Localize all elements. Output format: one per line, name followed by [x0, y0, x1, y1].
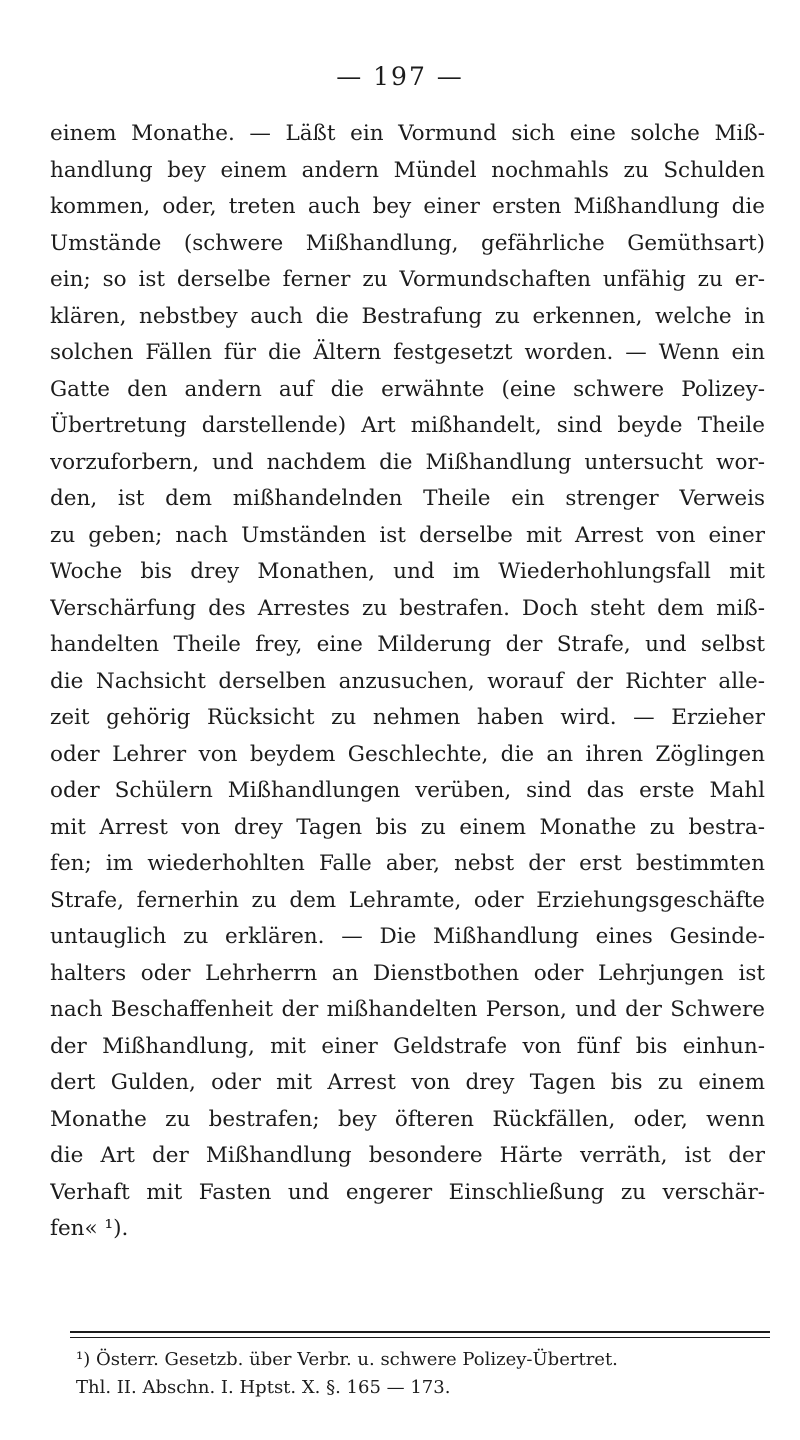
text-line: solchen Fällen für die Ältern festgesetzt worden. — Wenn ein	[50, 340, 765, 365]
text-line: Übertretung darstellende) Art mißhandelt, sind beyde Theile	[50, 413, 765, 438]
text-line: handlung bey einem andern Mündel nochmahls zu Schulden	[50, 157, 765, 183]
text-line: oder Schülern Mißhandlungen verüben, sind das erste Mahl	[50, 778, 765, 803]
text-line: zu geben; nach Umständen ist derselbe mit Arrest von einer	[50, 522, 765, 548]
text-line: klären, nebstbey auch die Bestrafung zu erkennen, welche in	[50, 303, 765, 329]
text-line: Gatte den andern auf die erwähnte (eine schwere Polizey-	[50, 376, 765, 402]
text-line: den, ist dem mißhandelnden Theile ein strenger Verweis	[50, 486, 765, 511]
text-line: zeit gehörig Rücksicht zu nehmen haben wird. — Erzieher	[50, 705, 765, 730]
footnote-line: ¹) Österr. Gesetzb. über Verbr. u. schwere Polizey-Übertret.	[76, 1349, 618, 1370]
text-line: die Art der Mißhandlung besondere Härte verräth, ist der	[50, 1143, 765, 1168]
text-line: Umstände (schwere Mißhandlung, gefährliche Gemüthsart)	[50, 230, 765, 256]
text-line: mit Arrest von drey Tagen bis zu einem Monathe zu bestra-	[50, 814, 765, 840]
text-line: vorzuforbern, und nachdem die Mißhandlung untersucht wor-	[50, 449, 765, 475]
text-line: halters oder Lehrherrn an Dienstbothen oder Lehrjungen ist	[50, 960, 765, 986]
footnote-line: Thl. II. Abschn. I. Hptst. X. §. 165 — 173.	[76, 1377, 451, 1398]
text-line: dert Gulden, oder mit Arrest von drey Tagen bis zu einem	[50, 1070, 765, 1095]
text-line: Verschärfung des Arrestes zu bestrafen. Doch steht dem miß-	[50, 595, 765, 621]
text-line: oder Lehrer von beydem Geschlechte, die an ihren Zöglingen	[50, 741, 765, 767]
text-line: fen« ¹).	[50, 1216, 129, 1241]
text-line: handelten Theile frey, eine Milderung der Strafe, und selbst	[50, 632, 765, 657]
footnote	[76, 1346, 776, 1402]
text-line: Woche bis drey Monathen, und im Wiederhohlungsfall mit	[50, 559, 765, 584]
text-line: einem Monathe. — Läßt ein Vormund sich eine solche Miß-	[50, 121, 765, 146]
text-line: kommen, oder, treten auch bey einer ersten Mißhandlung die	[50, 194, 765, 219]
footnote-divider-thin	[70, 1337, 770, 1338]
text-line: Monathe zu bestrafen; bey öfteren Rückfällen, oder, wenn	[50, 1106, 765, 1132]
text-line: Strafe, fernerhin zu dem Lehramte, oder Erziehungsgeschäfte	[50, 887, 765, 913]
text-line: ein; so ist derselbe ferner zu Vormundschaften unfähig zu er-	[50, 267, 765, 292]
page-number: — 197 —	[336, 62, 464, 91]
footnote-divider	[70, 1331, 770, 1333]
text-line: nach Beschaffenheit der mißhandelten Person, und der Schwere	[50, 997, 765, 1022]
text-line: untauglich zu erklären. — Die Mißhandlung eines Gesinde-	[50, 924, 765, 949]
text-line: Verhaft mit Fasten und engerer Einschließung zu verschär-	[50, 1179, 765, 1205]
text-line: der Mißhandlung, mit einer Geldstrafe von fünf bis einhun-	[50, 1033, 765, 1059]
text-line: fen; im wiederhohlten Falle aber, nebst der erst bestimmten	[50, 851, 765, 876]
text-line: die Nachsicht derselben anzusuchen, worauf der Richter alle-	[50, 668, 765, 694]
main-paragraph	[50, 116, 765, 1248]
